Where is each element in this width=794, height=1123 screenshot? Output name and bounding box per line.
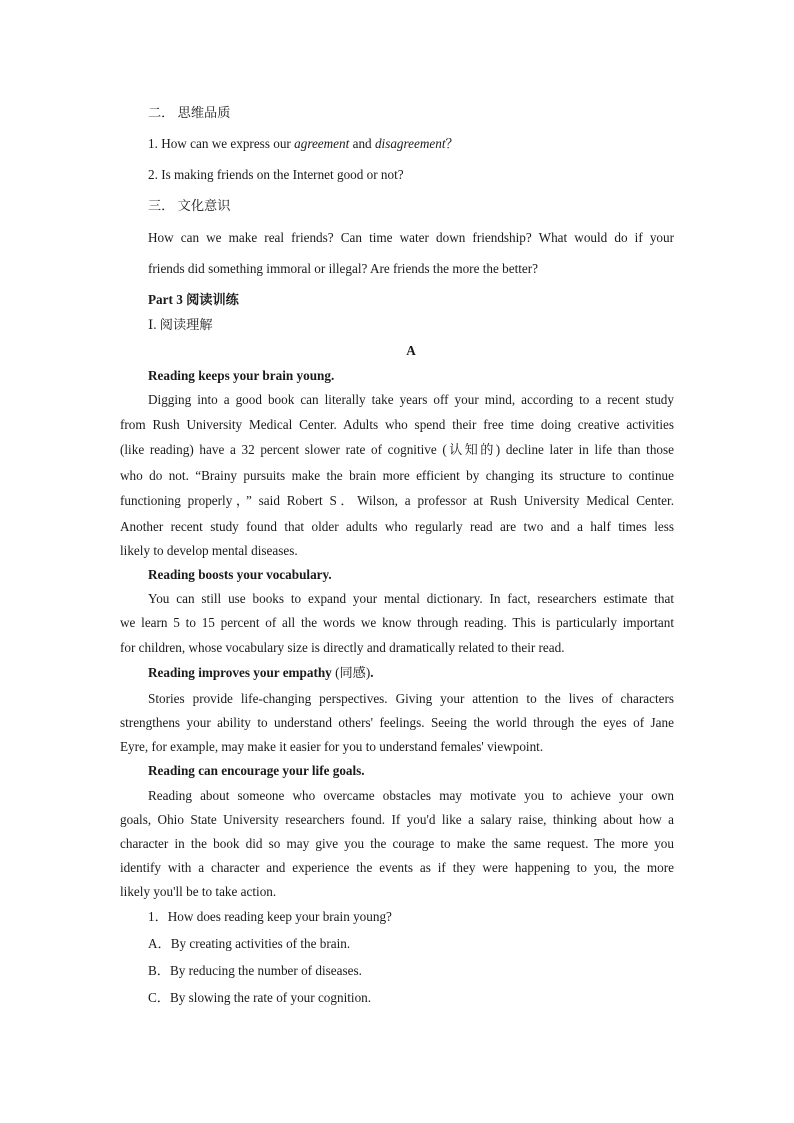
option-a: A．By creating activities of the brain. [148,936,351,951]
section3-heading: 三． 文化意识 [148,198,231,213]
part3-heading: Part 3 阅读训练 [148,292,239,307]
passage-line: for children, whose vocabulary size is directly and dramatically related to their read. [120,640,565,655]
passage-heading-3 [148,664,374,681]
passage-line: Another recent study found that older adults who regularly read are two and a half times less [120,519,674,534]
passage-line: from Rush University Medical Center. Adults who spend their free time doing creative activities [120,417,674,432]
passage-line: Stories provide life-changing perspectives. Giving your attention to the lives of characters [148,691,674,706]
passage-line: we learn 5 to 15 percent of all the words we know through reading. This is particularly important [120,615,674,630]
reading-comprehension-label: Ⅰ. 阅读理解 [148,317,213,332]
passage-line: likely you'll be to take action. [120,884,277,899]
passage-line: (like reading) have a 32 percent slower rate of cognitive (认知的) decline later in life than those [120,442,674,457]
option-b: B．By reducing the number of diseases. [148,963,362,978]
heading-3-period: . [370,665,374,680]
section3-line-2: friends did something immoral or illegal? Are friends the more the better? [148,261,539,276]
question-stem: 1．How does reading keep your brain young? [148,909,392,924]
heading-3-bold: Reading improves your empathy [148,665,332,680]
passage-heading-1: Reading keeps your brain young. [148,368,335,383]
section3-line-1: How can we make real friends? Can time water down friendship? What would do if your [148,230,674,245]
q1-word-disagreement: disagreement [374,136,446,151]
passage-line: Digging into a good book can literally take years off your mind, according to a recent study [148,392,674,407]
q1-prefix: 1. How can we express our [148,136,295,151]
passage-line: goals, Ohio State University researchers found. If you'd like a salary raise, thinking about how a [120,812,674,827]
passage-line: who do not. “Brainy pursuits make the brain more efficient by changing its structure to continue [120,468,674,483]
passage-line: likely to develop mental diseases. [120,543,298,558]
q1-mid: and [349,136,375,151]
passage-line: functioning properly，” said Robert S．Wilson, a professor at Rush University Medical Center. [120,493,674,508]
passage-line: Eyre, for example, may make it easier for you to understand females' viewpoint. [120,739,544,754]
heading-3-gloss: (同感) [331,665,371,680]
passage-line: identify with a character and experience the events as if they were happening to you, the more [120,860,674,875]
passage-line: character in the book did so may give you the courage to make the same request. The more you [120,836,674,851]
passage-line: Reading about someone who overcame obstacles may motivate you to achieve your own [148,788,674,803]
section2-heading: 二． 思维品质 [148,105,231,120]
question-internet-friends: 2. Is making friends on the Internet good or not? [148,167,404,182]
q1-word-agreement: agreement [294,136,350,151]
passage-heading-2: Reading boosts your vocabulary. [148,567,332,582]
passage-label: A [406,343,416,358]
q1-end: ？ [445,136,459,151]
passage-line: You can still use books to expand your mental dictionary. In fact, researchers estimate that [148,591,674,606]
question-agreement [148,135,459,152]
passage-heading-4: Reading can encourage your life goals. [148,763,365,778]
passage-line: strengthens your ability to understand others' feelings. Seeing the world through the eyes of Jane [120,715,674,730]
option-c: C．By slowing the rate of your cognition. [148,990,372,1005]
